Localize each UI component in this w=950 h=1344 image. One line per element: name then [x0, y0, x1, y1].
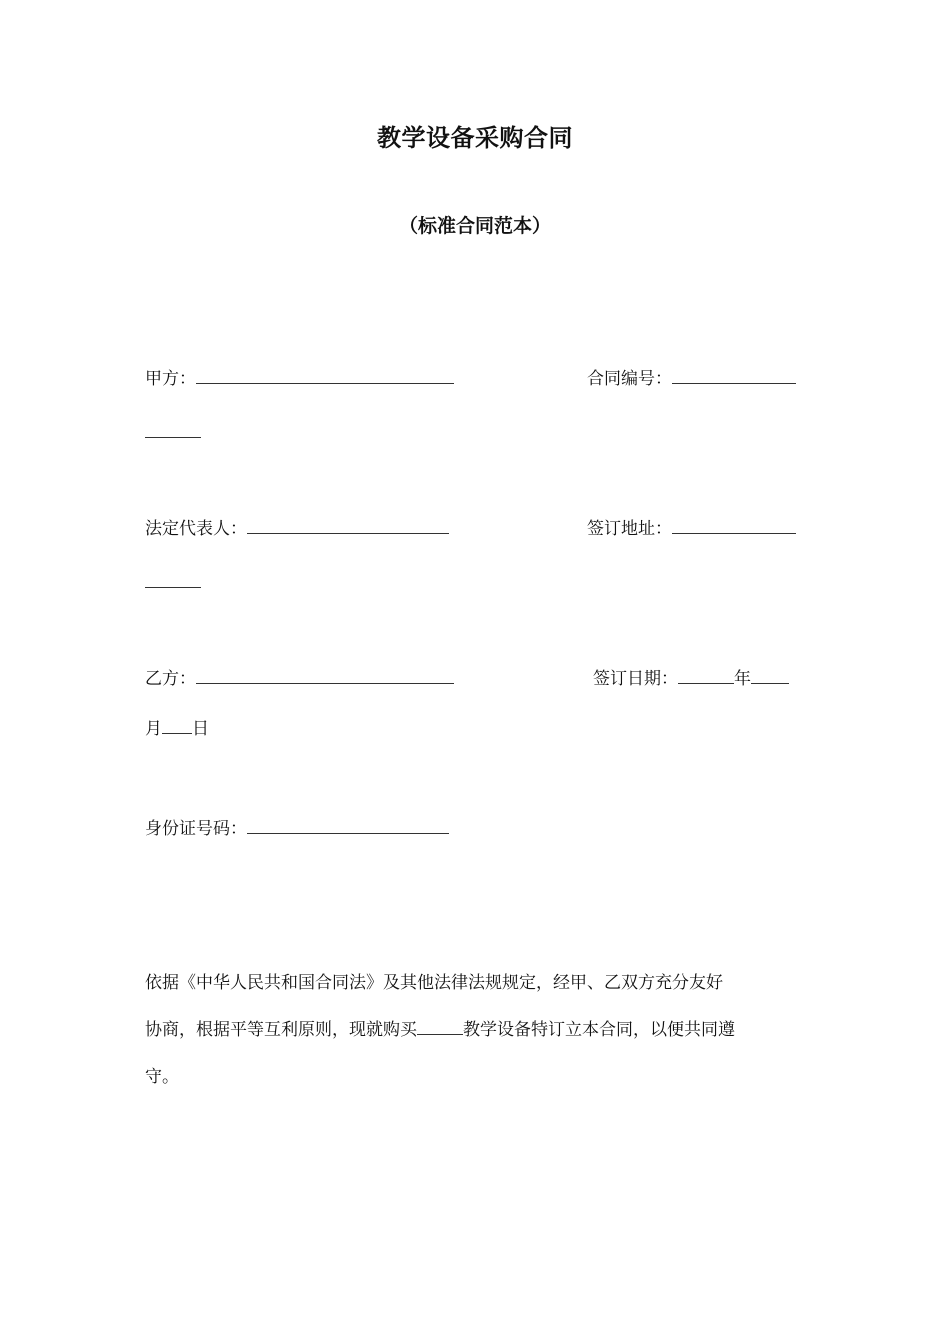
preamble-line-2 — [145, 1007, 810, 1054]
sign-date-field — [593, 666, 789, 691]
party-b-blank[interactable] — [196, 666, 454, 684]
legal-rep-blank[interactable] — [247, 516, 449, 534]
document-title: 教学设备采购合同 — [377, 124, 573, 152]
party-b-field — [145, 666, 454, 691]
party-a-label: 甲方： — [145, 369, 196, 389]
sign-place-field — [587, 516, 796, 541]
party-a-field — [145, 366, 454, 391]
id-number-label: 身份证号码： — [145, 819, 247, 839]
id-number-blank[interactable] — [247, 816, 449, 834]
preamble-paragraph — [145, 960, 810, 1101]
party-b-label: 乙方： — [145, 669, 196, 689]
contract-no-blank[interactable] — [672, 366, 796, 384]
sign-place-blank-continued — [145, 570, 201, 595]
sign-place-blank-wrap[interactable] — [145, 570, 201, 588]
year-label: 年 — [734, 669, 751, 689]
preamble-line-1: 依据《中华人民共和国合同法》及其他法律法规规定，经甲、乙双方充分友好 — [145, 973, 723, 993]
legal-rep-label: 法定代表人： — [145, 519, 247, 539]
contract-no-label: 合同编号： — [587, 369, 672, 389]
sign-date-month-blank[interactable] — [751, 666, 789, 684]
id-number-field — [145, 816, 449, 841]
preamble-line-2-before: 协商，根据平等互利原则，现就购买 — [145, 1020, 417, 1040]
party-a-blank[interactable] — [196, 366, 454, 384]
contract-no-blank-wrap[interactable] — [145, 420, 201, 438]
contract-no-field — [587, 366, 796, 391]
contract-no-blank-continued — [145, 420, 201, 445]
sign-date-year-blank[interactable] — [678, 666, 734, 684]
sign-date-day-blank[interactable] — [162, 716, 192, 734]
preamble-line-3: 守。 — [145, 1067, 179, 1087]
legal-rep-field — [145, 516, 449, 541]
month-label: 月 — [145, 719, 162, 739]
document-subtitle: （标准合同范本） — [398, 215, 551, 237]
sign-place-label: 签订地址： — [587, 519, 672, 539]
sign-date-label: 签订日期： — [593, 669, 678, 689]
day-label: 日 — [192, 719, 209, 739]
sign-place-blank[interactable] — [672, 516, 796, 534]
sign-date-continued — [145, 716, 209, 741]
equipment-blank[interactable] — [417, 1017, 463, 1035]
preamble-line-2-after: 教学设备特订立本合同，以便共同遵 — [463, 1020, 735, 1040]
